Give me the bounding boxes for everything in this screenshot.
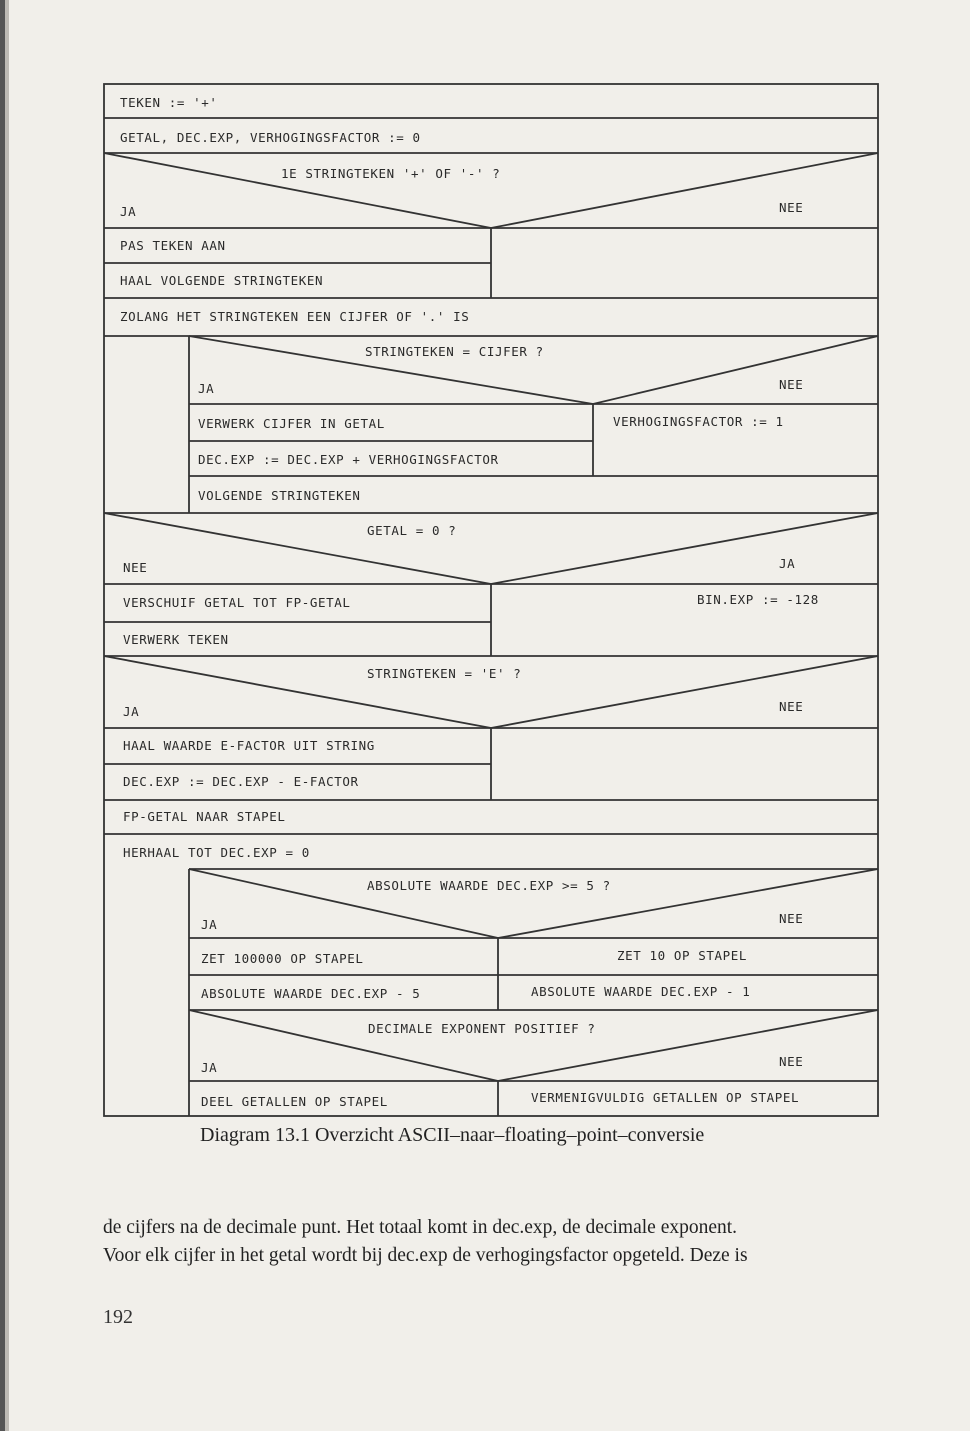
condition-number-zero: GETAL = 0 ? [367,523,457,538]
condition-abs-exp-ge-5: ABSOLUTE WAARDE DEC.EXP >= 5 ? [367,878,611,893]
stmt-divide-stack: DEEL GETALLEN OP STAPEL [201,1094,388,1109]
condition-4-no: NEE [779,699,804,714]
condition-1-no: NEE [779,200,804,215]
loop-repeat-until: HERHAAL TOT DEC.EXP = 0 [123,845,310,860]
page-number: 192 [103,1306,133,1328]
condition-2-no: NEE [779,377,804,392]
stmt-fp-to-stack: FP-GETAL NAAR STAPEL [123,809,286,824]
body-text-line-2: Voor elk cijfer in het getal wordt bij dec.exp de verhogingsfactor opgeteld. Deze is [103,1245,748,1266]
stmt-subtract-e-factor: DEC.EXP := DEC.EXP - E-FACTOR [123,774,359,789]
stmt-next-char: HAAL VOLGENDE STRINGTEKEN [120,273,324,288]
condition-4-yes: JA [123,704,140,719]
condition-exp-positive: DECIMALE EXPONENT POSITIEF ? [368,1021,596,1036]
stmt-set-factor: VERHOGINGSFACTOR := 1 [613,414,784,429]
condition-6-no: NEE [779,1054,804,1069]
condition-5-yes: JA [201,917,218,932]
stmt-read-e-factor: HAAL WAARDE E-FACTOR UIT STRING [123,738,375,753]
condition-first-char-sign: 1E STRINGTEKEN '+' OF '-' ? [281,166,501,181]
condition-2-yes: JA [198,381,215,396]
stmt-adjust-sign: PAS TEKEN AAN [120,238,226,253]
stmt-abs-minus-1: ABSOLUTE WAARDE DEC.EXP - 1 [531,984,751,999]
stmt-init-values: GETAL, DEC.EXP, VERHOGINGSFACTOR := 0 [120,130,421,145]
diagram-caption: Diagram 13.1 Overzicht ASCII–naar–floating–point–conversie [200,1124,705,1146]
stmt-set-bin-exp: BIN.EXP := -128 [697,592,819,607]
stmt-push-100000: ZET 100000 OP STAPEL [201,951,364,966]
stmt-process-sign: VERWERK TEKEN [123,632,229,647]
condition-5-no: NEE [779,911,804,926]
condition-6-yes: JA [201,1060,218,1075]
condition-1-yes: JA [120,204,137,219]
condition-3-yes: JA [779,556,796,571]
stmt-shift-number: VERSCHUIF GETAL TOT FP-GETAL [123,595,351,610]
stmt-next-char-2: VOLGENDE STRINGTEKEN [198,488,361,503]
condition-char-is-digit: STRINGTEKEN = CIJFER ? [365,344,544,359]
stmt-add-factor: DEC.EXP := DEC.EXP + VERHOGINGSFACTOR [198,452,499,467]
stmt-push-10: ZET 10 OP STAPEL [617,948,748,963]
stmt-process-digit: VERWERK CIJFER IN GETAL [198,416,385,431]
loop-while-digit: ZOLANG HET STRINGTEKEN EEN CIJFER OF '.' IS [120,309,470,324]
condition-char-is-e: STRINGTEKEN = 'E' ? [367,666,522,681]
stmt-abs-minus-5: ABSOLUTE WAARDE DEC.EXP - 5 [201,986,421,1001]
stmt-set-sign: TEKEN := '+' [120,95,218,110]
body-text-line-1: de cijfers na de decimale punt. Het totaal komt in dec.exp, de decimale exponent. [103,1217,738,1238]
stmt-multiply-stack: VERMENIGVULDIG GETALLEN OP STAPEL [531,1090,800,1105]
condition-3-no: NEE [123,560,148,575]
